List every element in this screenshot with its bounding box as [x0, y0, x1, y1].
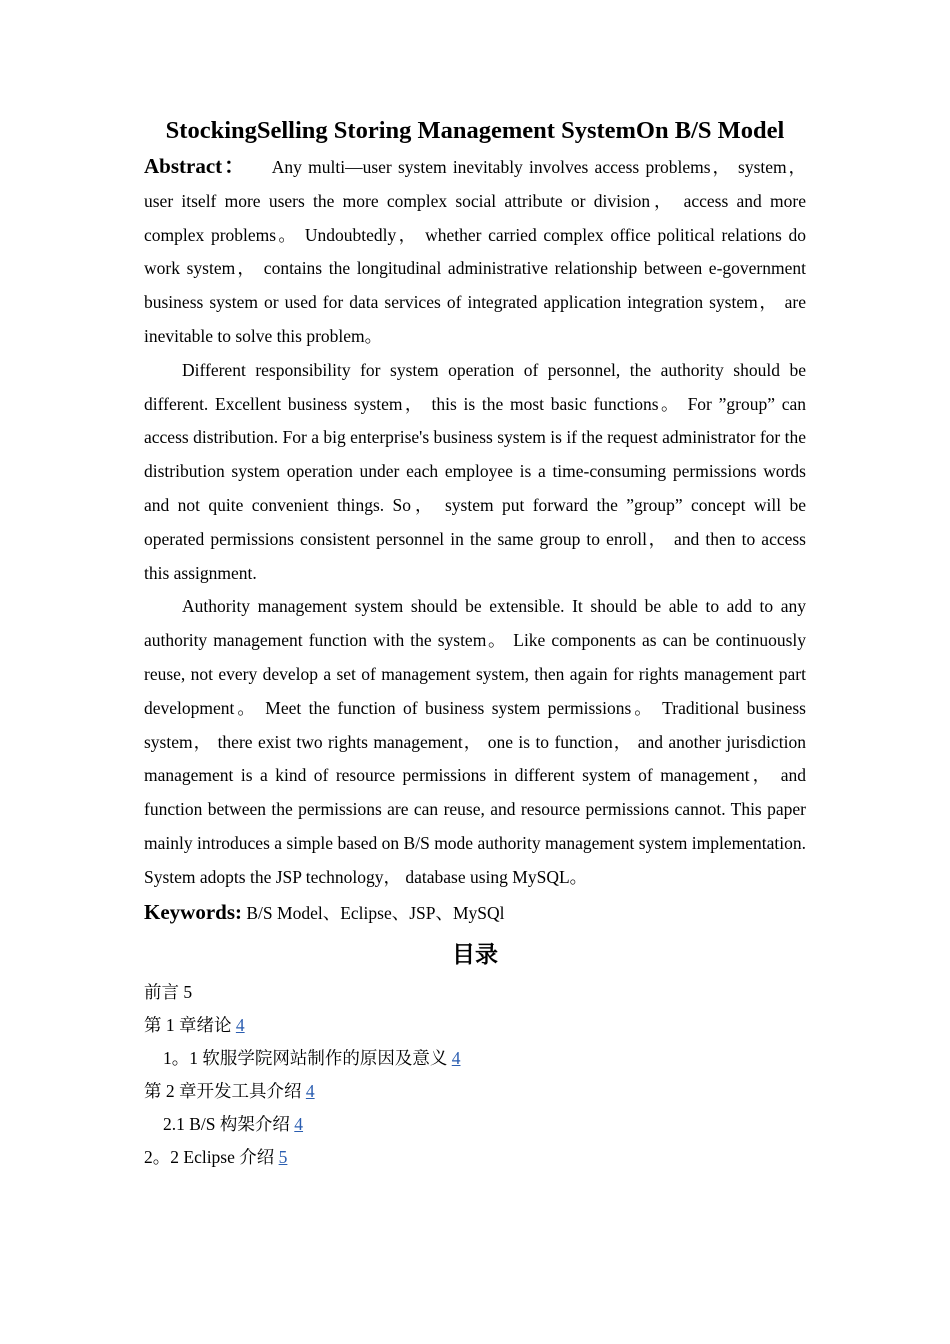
toc-page-link[interactable]: 4: [451, 1047, 461, 1068]
toc-page-link[interactable]: 5: [278, 1146, 288, 1167]
toc-page-link[interactable]: 4: [305, 1080, 315, 1101]
toc-item-section-1-1: [144, 1042, 806, 1075]
toc-item-section-2-2: [144, 1141, 806, 1174]
toc-page-link[interactable]: 4: [294, 1113, 304, 1134]
abstract-paragraph-1: [144, 150, 806, 354]
toc-item-label: 1。1 软服学院网站制作的原因及意义: [163, 1047, 452, 1068]
toc-item-chapter-2: [144, 1075, 806, 1108]
toc-item-label: 2。2 Eclipse 介绍: [144, 1146, 279, 1167]
abstract-text-1: Any multi—user system inevitably involves access problems， system， user itself more users the more complex social attribute or division， access and more complex problems。 Undoubtedly， whether carried complex office political relations do work system， contains the longitudinal administrative relationship between e-government business system or used for data services of integrated application integration system， are inevitable to solve this problem。: [144, 157, 807, 346]
keywords-label: Keywords:: [144, 899, 242, 924]
toc-item-label: 2.1 B/S 构架介绍: [163, 1113, 295, 1134]
toc-item-label: 第 2 章开发工具介绍: [144, 1080, 306, 1101]
document-title: StockingSelling Storing Management SystemOn B/S Model: [165, 117, 785, 144]
toc-item-chapter-1: [144, 1009, 806, 1042]
abstract-paragraph-2: Different responsibility for system operation of personnel, the authority should be different. Excellent business system， this is the most basic functions。 For ”group” can access distribution. For a big enterprise's business system is if the request administrator for the distribution system operation under each employee is a time-consuming permissions words and not quite convenient things. So， system put forward the ”group” concept will be operated permissions consistent personnel in the same group to enroll， and then to access this assignment.: [144, 359, 806, 583]
keywords-text: B/S Model、Eclipse、JSP、MySQl: [246, 902, 505, 923]
toc-item-label: 前言 5: [144, 981, 193, 1002]
toc-item-label: 第 1 章绪论: [144, 1014, 236, 1035]
toc-item-section-2-1: [144, 1108, 806, 1141]
toc-title: 目录: [452, 941, 498, 967]
abstract-paragraph-3: Authority management system should be extensible. It should be able to add to any authority management function with the system。 Like components as can be continuously reuse, not every develop a set of management system, then again for rights management part development。 Meet the function of business system permissions。 Traditional business system， there exist two rights management， one is to function， and another jurisdiction management is a kind of resource permissions in different system of management， and function between the permissions are can reuse, and resource permissions cannot. This paper mainly introduces a simple based on B/S mode authority management system implementation. System adopts the JSP technology， database using MySQL。: [144, 596, 806, 887]
document-page: [144, 112, 806, 1174]
toc-page-link[interactable]: 4: [235, 1014, 245, 1035]
abstract-label: Abstract：: [144, 154, 247, 178]
keywords-line: [144, 895, 806, 930]
toc-item-preface: [144, 976, 806, 1009]
